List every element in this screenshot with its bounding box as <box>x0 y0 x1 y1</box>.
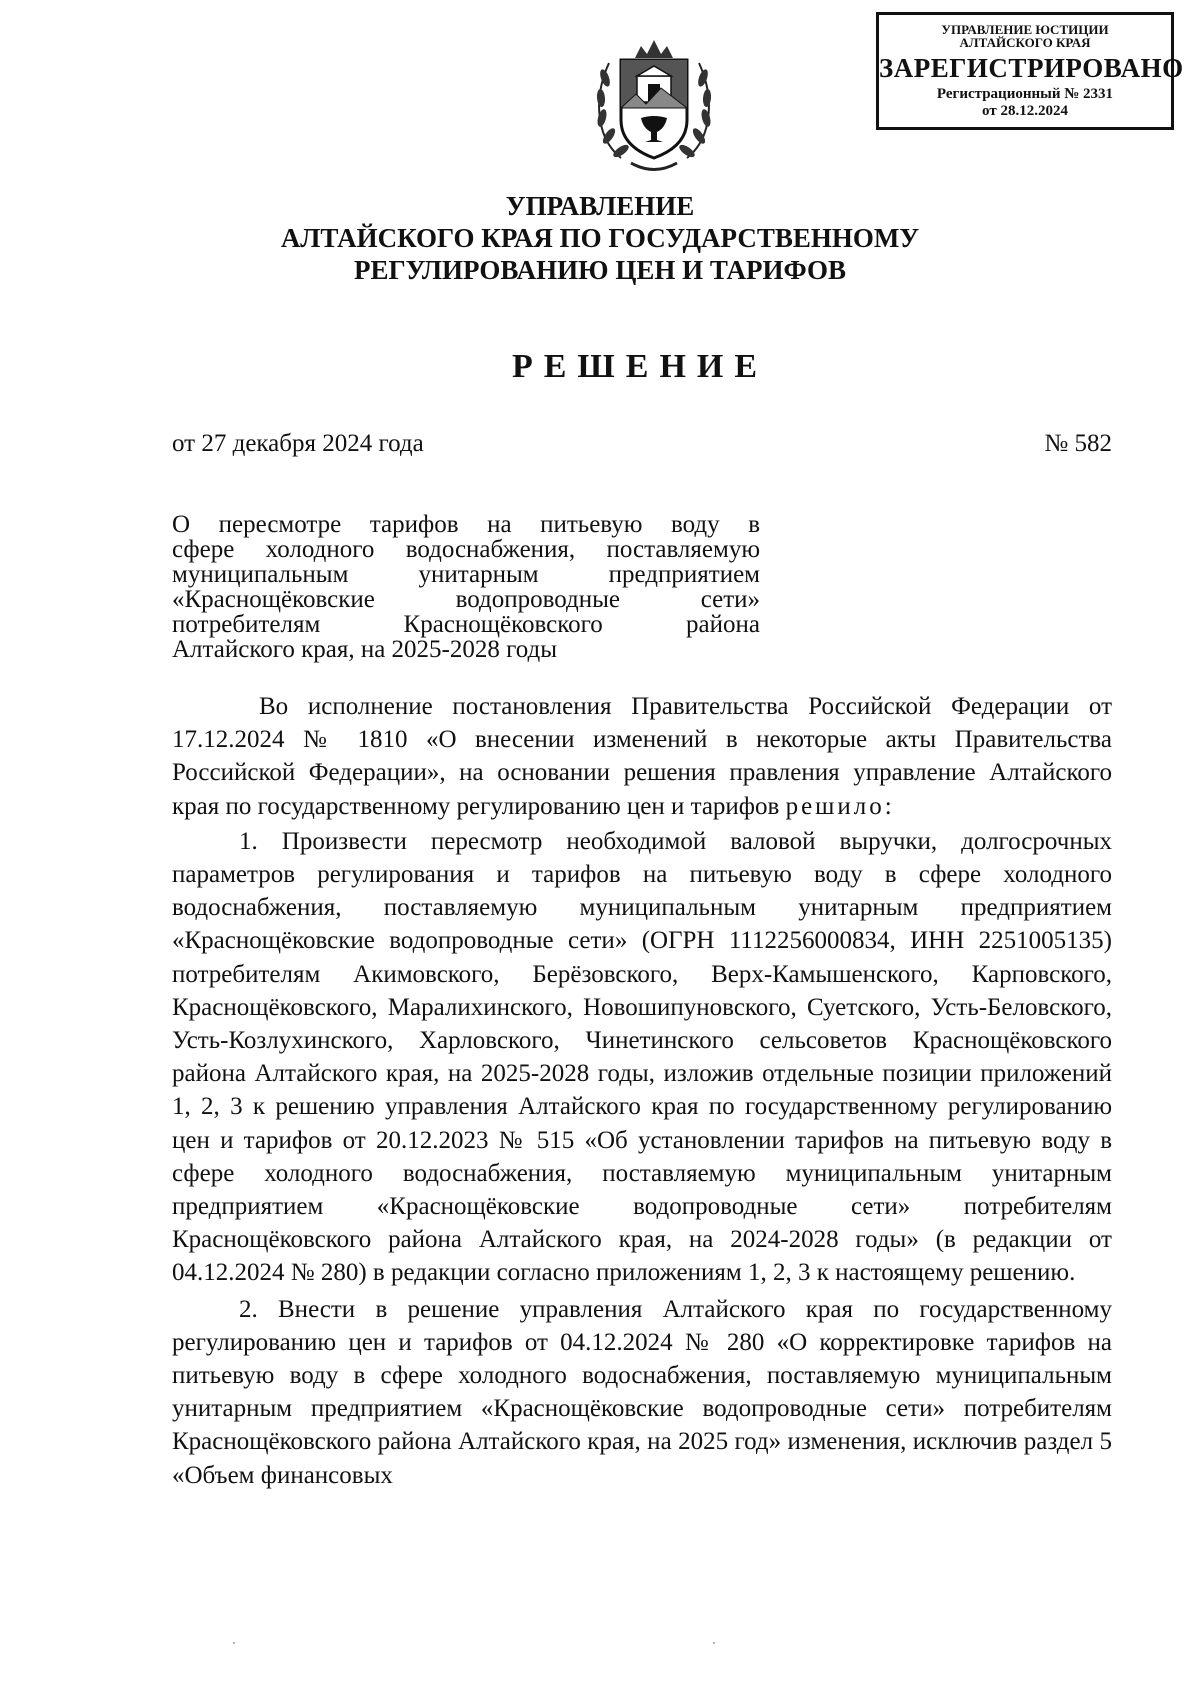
stamp-authority-line1: УПРАВЛЕНИЕ ЮСТИЦИИ <box>941 22 1109 37</box>
scan-dots <box>232 1642 1032 1644</box>
stamp-authority-line2: АЛТАЙСКОГО КРАЯ <box>959 35 1091 50</box>
subject-line: «Краснощёковские водопроводные сети» <box>172 586 760 613</box>
authority-line3: РЕГУЛИРОВАНИЮ ЦЕН И ТАРИФОВ <box>353 255 847 285</box>
subject-line: потребителям Краснощёковского района <box>172 611 760 638</box>
subject-line: сфере холодного водоснабжения, поставляемую <box>172 536 760 563</box>
preamble-paragraph <box>172 690 1112 823</box>
authority-line1: УПРАВЛЕНИЕ <box>505 191 695 221</box>
subject-line: муниципальным унитарным предприятием <box>172 561 760 588</box>
document-number: № 582 <box>1044 430 1112 457</box>
preamble-text: Во исполнение постановления Правительства Российской Федерации от 17.12.2024 № 1810 «О внесении изменений в некоторые акты Правительства Российской Федерации», на основании решения правления управление Алтайского края по государственному регулированию цен и тарифов <box>172 693 1112 820</box>
item-2-paragraph: 2. Внести в решение управления Алтайского края по государственному регулированию цен и тарифов от 04.12.2024 № 280 «О корректировке тарифов на питьевую воду в сфере холодного водоснабжения, поставляемую муниципальным унитарным предприятием «Краснощёковские водопроводные сети» потребителям Краснощёковского района Алтайского края, на 2025 год» изменения, исключив раздел 5 «Объем финансовых <box>172 1295 1112 1489</box>
subject-line: О пересмотре тарифов на питьевую воду в <box>172 511 760 538</box>
decided-word: решило: <box>785 792 895 820</box>
document-date: от 27 декабря 2024 года <box>172 430 424 457</box>
stamp-reg-number: Регистрационный № 2331 <box>936 86 1114 102</box>
stamp-status: ЗАРЕГИСТРИРОВАНО <box>879 53 1184 83</box>
altai-krai-coat-of-arms-icon <box>591 28 717 178</box>
authority-line2: АЛТАЙСКОГО КРАЯ ПО ГОСУДАРСТВЕННОМУ <box>280 223 920 253</box>
document-type-title: РЕШЕНИЕ <box>511 348 769 385</box>
document-body <box>172 690 1112 1492</box>
registration-stamp <box>876 12 1184 130</box>
stamp-reg-date: от 28.12.2024 <box>982 103 1068 119</box>
document-subject <box>172 512 760 662</box>
item-1-paragraph: 1. Произвести пересмотр необходимой валовой выручки, долгосрочных параметров регулирования и тарифов на питьевую воду в сфере холодного водоснабжения, поставляемую муниципальным унитарным предприятием «Краснощёковские водопроводные сети» (ОГРН 1112256000834, ИНН 2251005135) потребителям Акимовского, Берёзовского, Верх-Камышенского, Карповского, Краснощёковского, Маралихинского, Новошипуновского, Суетского, Усть-Беловского, Усть-Козлухинского, Харловского, Чинетинского сельсоветов Краснощёковского района Алтайского края, на 2025-2028 годы, изложив отдельные позиции приложений 1, 2, 3 к решению управления Алтайского края по государственному регулированию цен и тарифов от 20.12.2023 № 515 «Об установлении тарифов на питьевую воду в сфере холодного водоснабжения, поставляемую муниципальным унитарным предприятием «Краснощёковские водопроводные сети» потребителям Краснощёковского района Алтайского края, на 2024-2028 годы» (в редакции от 04.12.2024 № 280) в редакции согласно приложениям 1, 2, 3 к настоящему решению. <box>172 827 1112 1287</box>
issuing-authority <box>0 190 1200 286</box>
subject-line: Алтайского края, на 2025-2028 годы <box>172 636 558 663</box>
